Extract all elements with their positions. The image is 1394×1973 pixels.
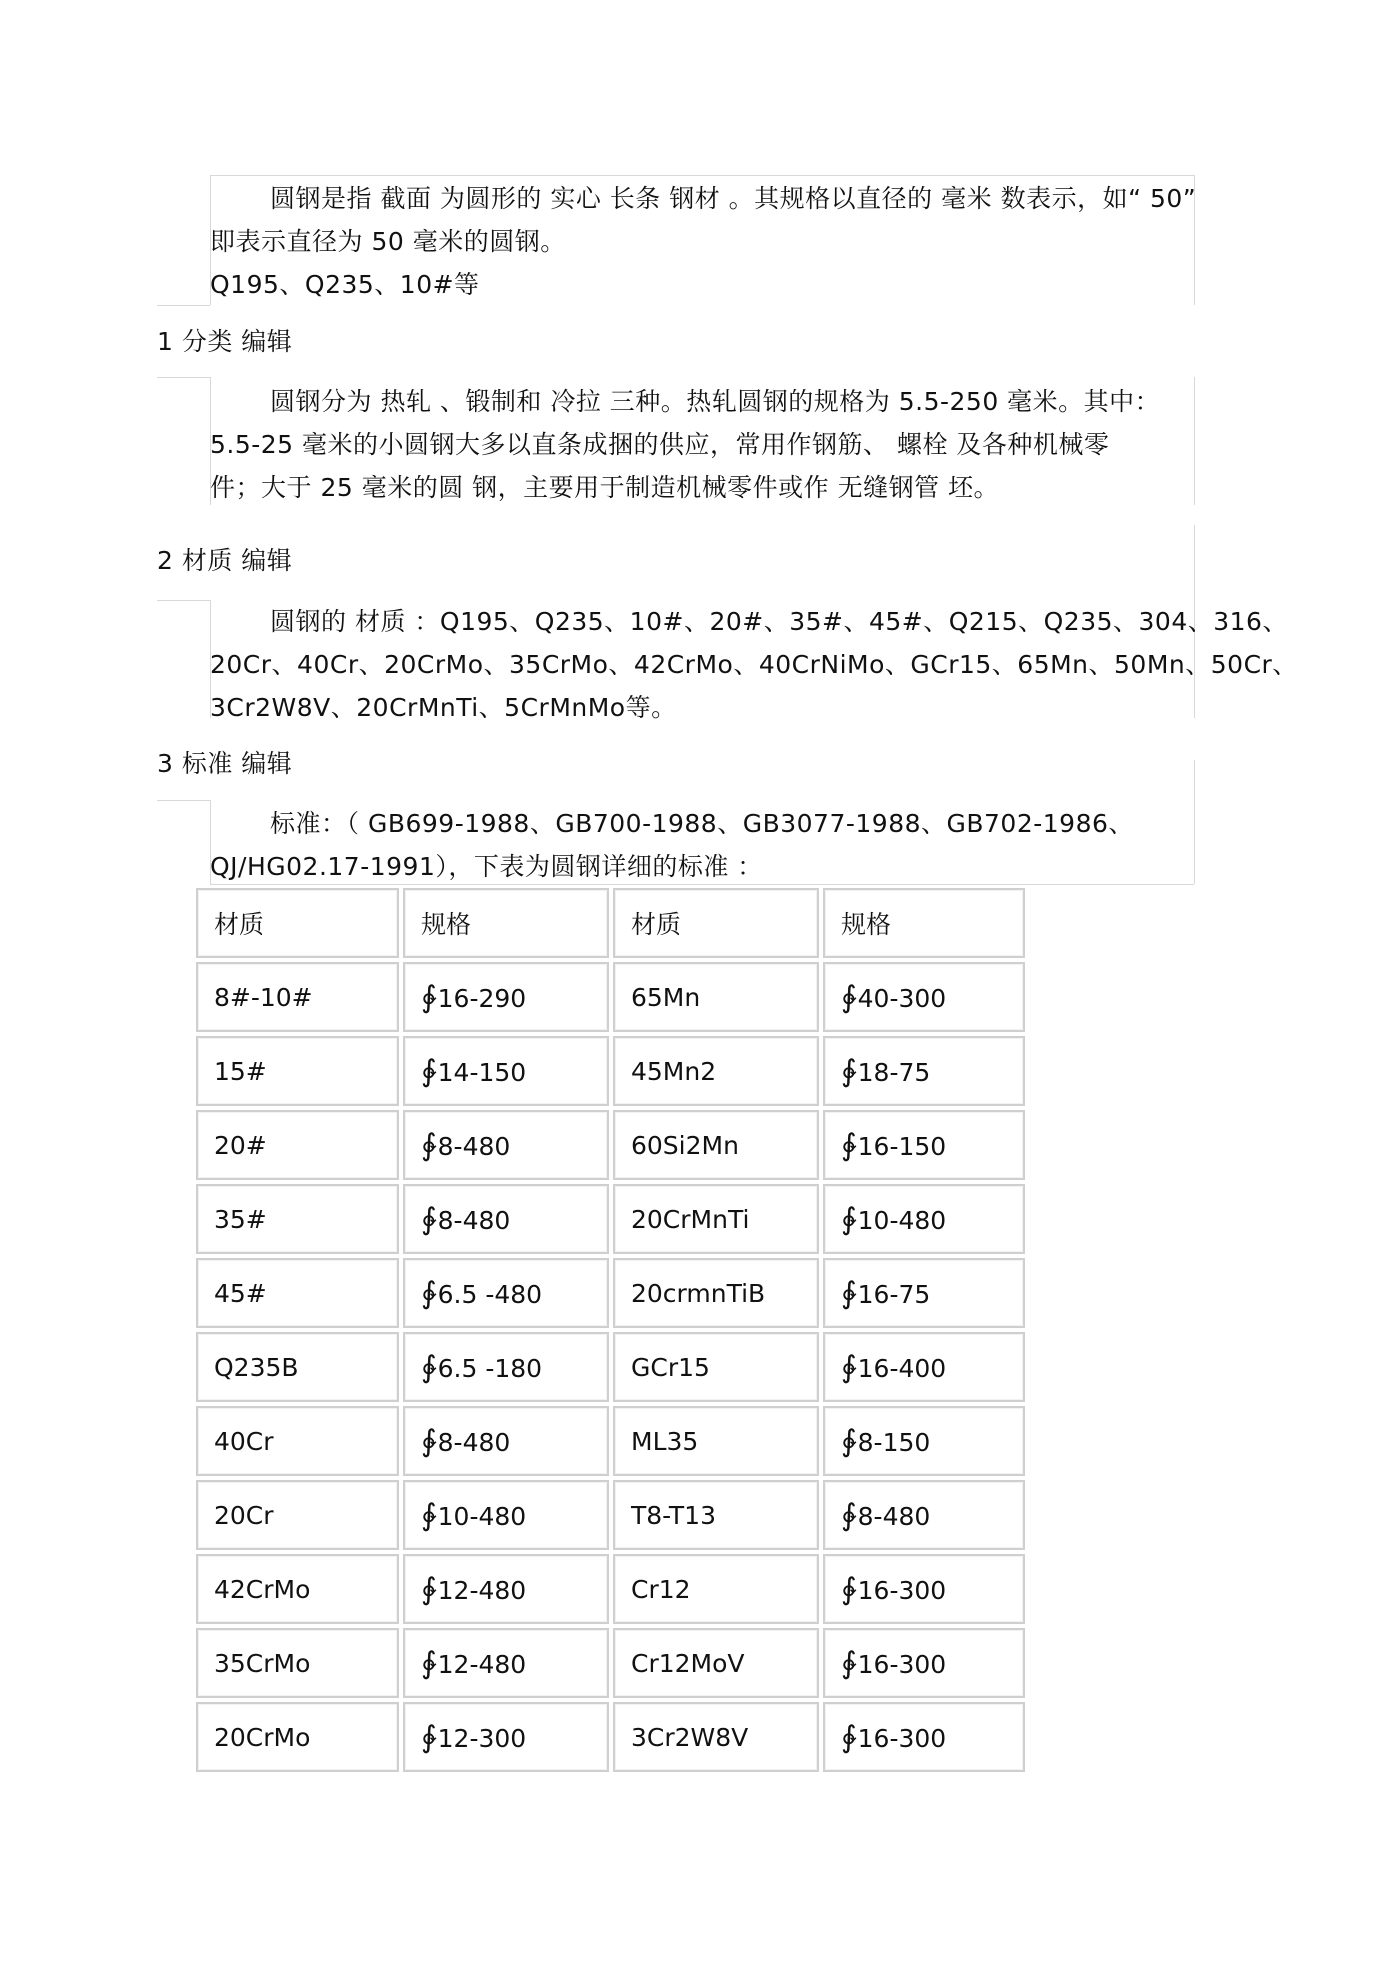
material-cell: Q235B (196, 1332, 399, 1402)
diameter-symbol-icon: ∲ (421, 1349, 437, 1385)
spec-value: 6.5 -480 (437, 1279, 543, 1309)
material-paragraph (210, 600, 1298, 729)
diameter-symbol-icon: ∲ (421, 979, 437, 1015)
intro-line-3: Q195、Q235、10#等 (210, 270, 480, 299)
material-cell: 65Mn (613, 962, 819, 1032)
table-row (196, 962, 1025, 1032)
spec-value: 8-480 (437, 1427, 511, 1457)
spec-value: 12-480 (437, 1649, 527, 1679)
spec-cell (823, 1480, 1025, 1550)
spec-cell (823, 1110, 1025, 1180)
diameter-symbol-icon: ∲ (421, 1275, 437, 1311)
spec-value: 12-480 (437, 1575, 527, 1605)
spec-value: 16-290 (437, 983, 527, 1013)
spec-value: 40-300 (857, 983, 947, 1013)
section-heading-standard: 3 标准 编辑 (157, 749, 293, 778)
material-cell: Cr12 (613, 1554, 819, 1624)
material-cell: 15# (196, 1036, 399, 1106)
paragraph-line: 圆钢的 材质 ：Q195、Q235、10#、20#、35#、45#、Q215、Q235、304、316、 (270, 607, 1288, 636)
spec-cell (403, 1258, 609, 1328)
material-cell: 20# (196, 1110, 399, 1180)
frame-line (157, 600, 210, 601)
spec-cell (403, 1480, 609, 1550)
diameter-symbol-icon: ∲ (421, 1497, 437, 1533)
spec-cell (403, 1184, 609, 1254)
standard-paragraph (210, 802, 1200, 888)
frame-line (157, 377, 210, 378)
paragraph-line: 20Cr、40Cr、20CrMo、35CrMo、42CrMo、40CrNiMo、GCr15、65Mn、50Mn、50Cr、 (210, 650, 1298, 679)
material-cell: 8#-10# (196, 962, 399, 1032)
frame-line (210, 175, 1194, 176)
spec-value: 16-300 (857, 1575, 947, 1605)
diameter-symbol-icon: ∲ (841, 1275, 857, 1311)
diameter-symbol-icon: ∲ (841, 1201, 857, 1237)
table-row (196, 1628, 1025, 1698)
material-cell: 3Cr2W8V (613, 1702, 819, 1772)
paragraph-line: QJ/HG02.17-1991），下表为圆钢详细的标准 ： (210, 852, 763, 881)
spec-value: 8-480 (437, 1131, 511, 1161)
spec-cell (403, 962, 609, 1032)
spec-value: 8-480 (857, 1501, 931, 1531)
material-cell: Cr12MoV (613, 1628, 819, 1698)
spec-value: 16-300 (857, 1723, 947, 1753)
spec-cell (403, 1036, 609, 1106)
spec-value: 6.5 -180 (437, 1353, 543, 1383)
paragraph-line: 件；大于 25 毫米的圆 钢，主要用于制造机械零件或作 无缝钢管 坯。 (210, 473, 1000, 502)
classification-paragraph (210, 380, 1200, 509)
spec-cell (403, 1110, 609, 1180)
diameter-symbol-icon: ∲ (421, 1053, 437, 1089)
diameter-symbol-icon: ∲ (421, 1719, 437, 1755)
spec-value: 16-300 (857, 1649, 947, 1679)
spec-cell (823, 962, 1025, 1032)
table-row (196, 1406, 1025, 1476)
paragraph-line: 圆钢分为 热轧 、锻制和 冷拉 三种。热轧圆钢的规格为 5.5-250 毫米。其中： (270, 387, 1161, 416)
header-material: 材质 (196, 888, 399, 958)
spec-value: 8-480 (437, 1205, 511, 1235)
spec-value: 10-480 (437, 1501, 527, 1531)
diameter-symbol-icon: ∲ (841, 979, 857, 1015)
spec-value: 16-75 (857, 1279, 931, 1309)
spec-value: 14-150 (437, 1057, 527, 1087)
table-row (196, 1554, 1025, 1624)
spec-cell (823, 1184, 1025, 1254)
diameter-symbol-icon: ∲ (421, 1645, 437, 1681)
header-material: 材质 (613, 888, 819, 958)
table-header-row (196, 888, 1025, 958)
material-cell: 20crmnTiB (613, 1258, 819, 1328)
material-cell: T8-T13 (613, 1480, 819, 1550)
table-row (196, 1480, 1025, 1550)
intro-line-2: 即表示直径为 50 毫米的圆钢。 (210, 227, 566, 256)
diameter-symbol-icon: ∲ (421, 1423, 437, 1459)
material-cell: GCr15 (613, 1332, 819, 1402)
spec-value: 10-480 (857, 1205, 947, 1235)
material-cell: 45# (196, 1258, 399, 1328)
spec-cell (403, 1628, 609, 1698)
spec-cell (823, 1036, 1025, 1106)
diameter-symbol-icon: ∲ (841, 1053, 857, 1089)
material-cell: 60Si2Mn (613, 1110, 819, 1180)
spec-cell (823, 1554, 1025, 1624)
material-cell: 20CrMo (196, 1702, 399, 1772)
intro-paragraph (210, 177, 1200, 306)
material-cell: ML35 (613, 1406, 819, 1476)
diameter-symbol-icon: ∲ (841, 1127, 857, 1163)
spec-value: 18-75 (857, 1057, 931, 1087)
paragraph-line: 3Cr2W8V、20CrMnTi、5CrMnMo等。 (210, 693, 677, 722)
diameter-symbol-icon: ∲ (841, 1571, 857, 1607)
table-row (196, 1702, 1025, 1772)
spec-cell (823, 1258, 1025, 1328)
table-row (196, 1332, 1025, 1402)
section-heading-classification: 1 分类 编辑 (157, 327, 293, 356)
spec-value: 16-400 (857, 1353, 947, 1383)
frame-line (157, 305, 210, 306)
table-row (196, 1110, 1025, 1180)
material-cell: 45Mn2 (613, 1036, 819, 1106)
section-heading-material: 2 材质 编辑 (157, 546, 293, 575)
material-cell: 40Cr (196, 1406, 399, 1476)
diameter-symbol-icon: ∲ (421, 1571, 437, 1607)
spec-cell (403, 1332, 609, 1402)
header-spec: 规格 (823, 888, 1025, 958)
paragraph-line: 标准：（ GB699-1988、GB700-1988、GB3077-1988、GB702-1986、 (270, 809, 1134, 838)
table-row (196, 1036, 1025, 1106)
material-cell: 35CrMo (196, 1628, 399, 1698)
material-cell: 35# (196, 1184, 399, 1254)
table-body (196, 962, 1025, 1772)
diameter-symbol-icon: ∲ (841, 1719, 857, 1755)
spec-cell (823, 1406, 1025, 1476)
round-steel-spec-table (192, 884, 1029, 1776)
material-cell: 42CrMo (196, 1554, 399, 1624)
material-cell: 20Cr (196, 1480, 399, 1550)
spec-cell (403, 1702, 609, 1772)
paragraph-line: 5.5-25 毫米的小圆钢大多以直条成捆的供应，常用作钢筋、 螺栓 及各种机械零 (210, 430, 1110, 459)
spec-cell (823, 1628, 1025, 1698)
header-spec: 规格 (403, 888, 609, 958)
table-row (196, 1184, 1025, 1254)
spec-value: 12-300 (437, 1723, 527, 1753)
diameter-symbol-icon: ∲ (841, 1349, 857, 1385)
spec-cell (403, 1554, 609, 1624)
spec-cell (823, 1332, 1025, 1402)
diameter-symbol-icon: ∲ (841, 1497, 857, 1533)
spec-cell (403, 1406, 609, 1476)
frame-line (157, 800, 210, 801)
diameter-symbol-icon: ∲ (841, 1423, 857, 1459)
spec-value: 16-150 (857, 1131, 947, 1161)
diameter-symbol-icon: ∲ (421, 1127, 437, 1163)
intro-line-1: 圆钢是指 截面 为圆形的 实心 长条 钢材 。其规格以直径的 毫米 数表示，如“ 50” (270, 184, 1197, 213)
table-row (196, 1258, 1025, 1328)
material-cell: 20CrMnTi (613, 1184, 819, 1254)
spec-cell (823, 1702, 1025, 1772)
diameter-symbol-icon: ∲ (841, 1645, 857, 1681)
spec-value: 8-150 (857, 1427, 931, 1457)
diameter-symbol-icon: ∲ (421, 1201, 437, 1237)
